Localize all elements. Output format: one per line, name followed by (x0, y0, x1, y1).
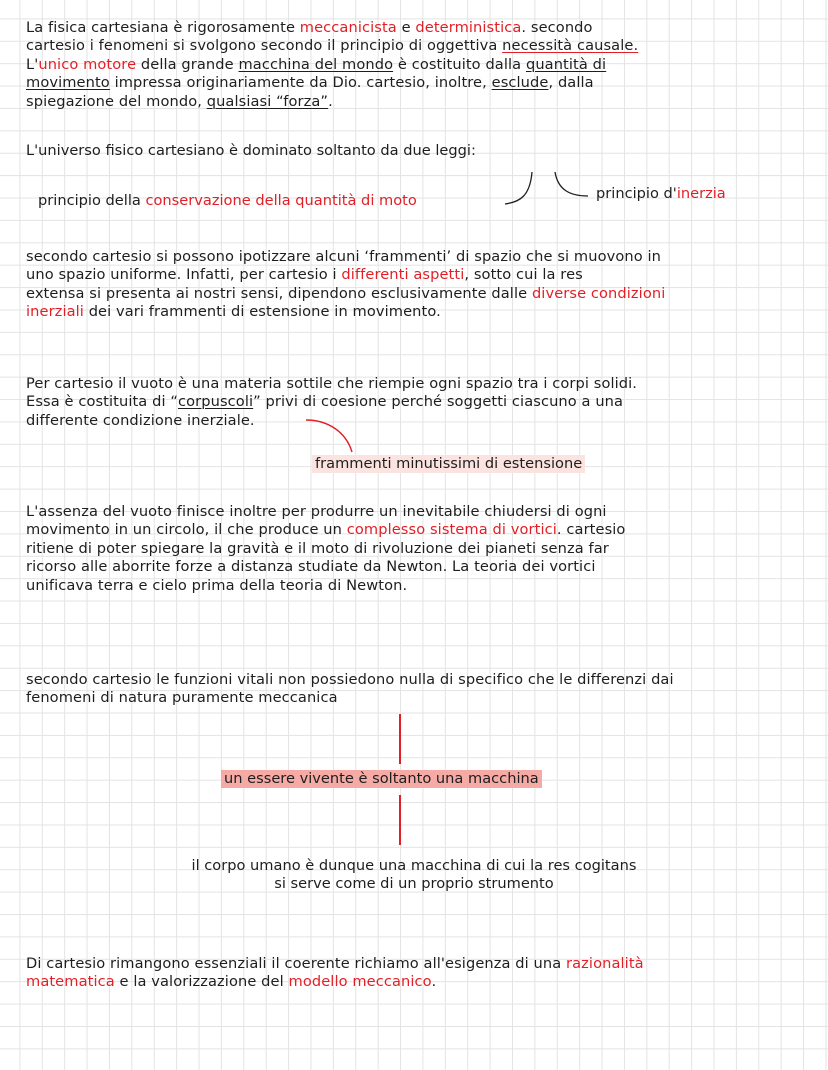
keyword-differenti-aspetti: differenti aspetti (341, 266, 465, 284)
callout-living-machine: un essere vivente è soltanto una macchina (221, 770, 542, 788)
text: ” privi di coesione perché soggetti ciascuno a una (253, 393, 624, 411)
text-line: unificava terra e cielo prima della teoria di Newton. (26, 576, 408, 594)
keyword-razionalita: razionalità (566, 955, 644, 972)
keyword-diverse-condizioni: diverse condizioni (531, 284, 666, 302)
text: Di cartesio rimangono essenziali il coerente richiamo all'esigenza di una (26, 955, 567, 972)
text-line: fenomeni di natura puramente meccanica (26, 689, 338, 707)
laws-intro: L'universo fisico cartesiano è dominato soltanto da due leggi: (26, 142, 476, 159)
paragraph-vortices (26, 503, 625, 595)
text-line: il corpo umano è dunque una macchina di cui la res cogitans (191, 857, 637, 874)
text-line: secondo cartesio le funzioni vitali non possiedono nulla di specifico che le differenzi dai (26, 671, 674, 688)
text: dei vari frammenti di estensione in movimento. (83, 303, 441, 321)
keyword-quantita: quantità di (525, 55, 607, 73)
keyword-unico-motore: unico motore (38, 55, 137, 73)
text-line: si serve come di un proprio strumento (274, 875, 554, 893)
text-line (26, 393, 637, 411)
keyword-meccanicista: meccanicista (299, 19, 397, 36)
paragraph-vital-functions (26, 671, 674, 708)
text: La fisica cartesiana è rigorosamente (26, 19, 300, 36)
text: e la valorizzazione del (114, 973, 289, 991)
text-line (26, 521, 625, 539)
text-line (26, 303, 665, 321)
keyword-corpuscoli: corpuscoli (178, 393, 254, 411)
text: , sotto cui la res (464, 266, 583, 284)
text-line (26, 955, 644, 973)
text-line: Per cartesio il vuoto è una materia sottile che riempie ogni spazio tra i corpi solidi. (26, 375, 638, 392)
text: Essa è costituita di “ (26, 393, 179, 411)
text: cartesio i fenomeni si svolgono secondo il principio di oggettiva (26, 37, 503, 55)
text-line: L'assenza del vuoto finisce inoltre per produrre un inevitabile chiudersi di ogni (26, 503, 607, 520)
connector-line (399, 795, 401, 845)
text: impressa originariamente da Dio. cartesio, inoltre, (109, 74, 492, 92)
paragraph-conclusion (26, 955, 644, 992)
text: . secondo (521, 19, 593, 36)
keyword-conservazione: conservazione della quantità di moto (145, 192, 417, 209)
text-line (26, 285, 665, 303)
text: , dalla (548, 74, 594, 92)
text: L' (26, 55, 39, 73)
text: è costituito dalla (393, 55, 526, 73)
keyword-inerzia: inerzia (676, 185, 726, 202)
paragraph-void (26, 375, 637, 430)
text: della grande (136, 55, 239, 73)
keyword-inerziali: inerziali (26, 303, 84, 321)
keyword-deterministica: deterministica (415, 19, 522, 36)
text: . cartesio (556, 521, 626, 539)
keyword-modello-meccanico: modello meccanico (288, 973, 432, 991)
text-line: ricorso alle aborrite forze a distanza studiate da Newton. La teoria dei vortici (26, 558, 596, 576)
keyword-esclude: esclude (491, 74, 549, 92)
callout-fragments: frammenti minutissimi di estensione (312, 455, 585, 473)
keyword-macchina-del-mondo: macchina del mondo (238, 55, 394, 73)
keyword-necessita-causale: necessità causale. (502, 37, 639, 55)
text: . (431, 973, 437, 991)
keyword-qualsiasi-forza: qualsiasi “forza” (206, 92, 329, 110)
text: principio d' (596, 185, 677, 202)
text: . (328, 92, 333, 110)
connector-line (399, 714, 401, 764)
text: extensa si presenta ai nostri sensi, dipendono esclusivamente dalle (26, 284, 532, 302)
text-line: secondo cartesio si possono ipotizzare alcuni ‘frammenti’ di spazio che si muovono in (26, 248, 661, 265)
keyword-vortici: complesso sistema di vortici (346, 521, 557, 539)
human-body-note (0, 857, 828, 894)
keyword-movimento: movimento (26, 74, 110, 92)
text-line (26, 973, 644, 991)
text: movimento in un circolo, il che produce un (26, 521, 347, 539)
text: principio della (38, 192, 146, 209)
paragraph-fragments (26, 248, 665, 322)
text: e (396, 19, 416, 36)
text: uno spazio uniforme. Infatti, per cartesio i (26, 266, 342, 284)
text: spiegazione del mondo, (26, 92, 207, 110)
text-line (26, 266, 665, 284)
keyword-matematica: matematica (26, 973, 115, 991)
text-line: differente condizione inerziale. (26, 411, 255, 429)
text-line: ritiene di poter spiegare la gravità e il moto di rivoluzione dei pianeti senza far (26, 539, 609, 557)
